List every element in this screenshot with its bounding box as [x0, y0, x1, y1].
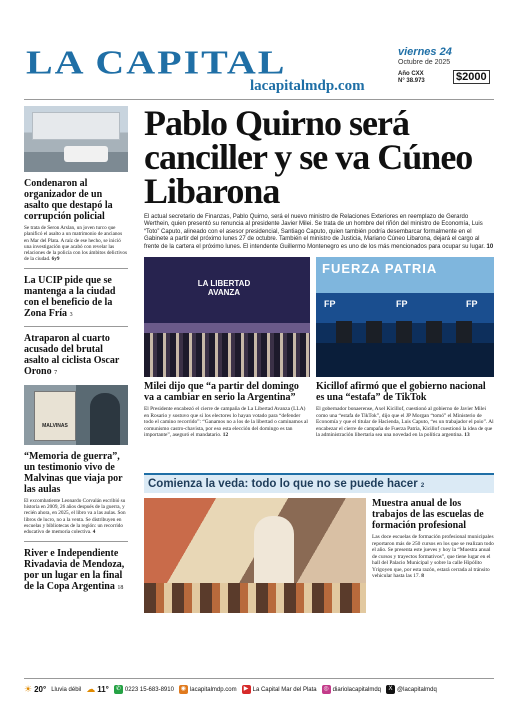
page-ref: 7: [54, 369, 58, 376]
issue-number: [398, 71, 425, 85]
date-month-year: Octubre de 2025: [398, 59, 451, 66]
x-link[interactable]: X @lacapitalmdq: [386, 685, 437, 694]
page-ref: 10: [486, 243, 494, 250]
story-headline[interactable]: River e Independiente Rivadavia de Mendoza, por un lugar en la final de la Copa Argentina 18: [24, 547, 125, 592]
story-kicillof: [316, 381, 494, 439]
person-shape: [90, 393, 120, 445]
bottom-story: [144, 498, 494, 618]
footer-bar: [24, 678, 494, 698]
weather-text: Lluvia débil: [51, 686, 82, 693]
date-day: viernes 24: [398, 46, 452, 58]
story-headline[interactable]: Atraparon al cuarto acusado del brutal asalto al ciclista Oscar Orono 7: [24, 332, 120, 377]
story-headline[interactable]: La UCIP pide que se mantenga a la ciudad con el beneficio de la Zona Fría 3: [24, 274, 116, 319]
photo-kicillof-rally: [316, 257, 494, 377]
party-logo: FP: [324, 299, 336, 310]
newspaper-front-page: [24, 38, 494, 698]
book-title: MALVINAS: [42, 422, 68, 429]
story-headline[interactable]: “Memoria de guerra”, un testimonio vivo de Malvinas que viaja por las aulas: [24, 450, 123, 495]
crowd-shape: [144, 333, 310, 377]
page-ref: 18: [117, 584, 124, 591]
main-headline[interactable]: Pablo Quirno será canciller y se va Cúneo Libarona: [144, 103, 473, 211]
left-column: [24, 106, 128, 594]
web-icon: ◉: [180, 686, 187, 692]
story-body: Se trata de Seron Arslan, un joven turco que planificó el asalto a un matrimonio de ancianos en Mar del Plata. A raíz de ese hecho, se inició una investigación que acabó con revelar las relaciones de la policía con los ámbitos delictivos de la ciudad. 6y9: [24, 225, 128, 263]
story-body: El Presidente encabezó el cierre de campaña de La Libertad Avanza (LLA) en Rosario y sostuvo que si los electores lo hayan votado para “defender todo el camino recorrido”: “Ganamos no a los de la libertad o caminamos al comunismo castro-chavista, por eso esta elección del domingo es tan importante”, aseguró el mandatario. 12: [144, 406, 308, 439]
bottom-story-text: [372, 498, 494, 580]
weather-max: ☀ 20°: [24, 684, 47, 694]
whatsapp-link[interactable]: ✆ 0223 15-683-8910: [115, 686, 174, 693]
story-photo-malvinas: [24, 385, 128, 445]
story-body: El excombatiente Leonardo Corvalán escribió su historia en 2009, 26 años después de la guerra, y recién ahora, en 2025, el libro va a las aulas. Son libros de lucro, no a la venta. Se distribuyen en escuelas y bibliotecas de la región: un recorrido educativo de memoria colectiva. 4: [24, 497, 126, 536]
party-banner: FUERZA PATRIA: [322, 261, 438, 277]
story-headline[interactable]: Milei dijo que “a partir del domingo va a cambiar en serio la Argentina”: [144, 381, 299, 404]
stall-shape: [144, 583, 366, 613]
masthead: [24, 38, 494, 100]
x-icon: X: [386, 685, 395, 694]
page-ref: 6y9: [51, 256, 60, 263]
page-ref: 12: [222, 432, 229, 439]
party-logo: FP: [396, 299, 408, 310]
subheadline-row: [144, 381, 494, 471]
lead-paragraph: El actual secretario de Finanzas, Pablo Quirno, será el nuevo ministro de Relaciones Exteriores en reemplazo de Gerardo Werthein, quien presentó su renuncia al presidente Javier Milei. Se trata de un hombre del riñón del ministro de Economía, Luis “Toto” Caputo, alineado con el asesor presidencial, Santiago Caputo, quien también podría desembarcar formalmente en el Gabinete a partir del próximo lunes 27 de octubre. También el ministro de Justicia, Mariano Cúneo Libarona, dejará el cargo al frente de la cartera el próximo lunes. El intendente Guillermo Montenegro es uno de los más mencionados para ocupar su lugar. 10: [144, 214, 494, 250]
youtube-icon: ▶: [242, 685, 251, 694]
truck-shape: [64, 146, 108, 162]
issue-no: N° 38.973: [398, 78, 425, 84]
photo-milei-rally: [144, 257, 310, 377]
photo-row: [144, 257, 494, 377]
story-photo-police: [24, 106, 128, 172]
instagram-link[interactable]: ◎ diariolacapitalmdq: [323, 686, 382, 693]
party-logo: FP: [466, 299, 478, 310]
stage-table: [316, 343, 494, 377]
newspaper-logo[interactable]: LA CAPITAL: [26, 42, 287, 82]
sun-icon: ☀: [24, 684, 33, 694]
veda-banner[interactable]: Comienza la veda: todo lo que no se puede hacer 2: [144, 473, 494, 493]
story-body: El gobernador bonaerense, Axel Kicillof, cuestionó al gobierno de Javier Milei como una “estafa de TikTok”, dijo que el JP Morgan “tomó” el Ministerio de Economía y que el titular de Hacienda, Luis Caputo, “es un trabajador el poio”. Al encabezar el cierre de campaña de Fuerza Patria, Kicillof cuestionó la idea de que la administración libertaria sea una novedad en la política argentina. 13: [316, 406, 494, 439]
story-headline[interactable]: Kicillof afirmó que el gobierno nacional es una “estafa” de TikTok: [316, 381, 486, 404]
divider: [24, 326, 128, 327]
story-body: Las doce escuelas de formación profesional municipales reportaron más de 250 cursos en los que se realizan todo el año. Se presenta este jueves y hoy la “Muestra anual de cursos y trayectos formativos”, que tiene lugar en el hall del Palacio Municipal y sobre la calle Hipólito Yrigoyen que, por esta razón, estará cerrada al tránsito vehicular hasta las 17. 8: [372, 534, 494, 580]
issue-year: Año CXX: [398, 71, 424, 77]
site-url[interactable]: lacapitalmdp.com: [250, 78, 365, 94]
page-ref: 13: [464, 432, 470, 439]
youtube-link[interactable]: ▶ La Capital Mar del Plata: [242, 685, 317, 694]
photo-schools-exhibit: [144, 498, 366, 613]
weather-min: ☁ 11°: [86, 684, 109, 694]
party-banner: LA LIBERTAD AVANZA: [197, 279, 251, 298]
building-shape: [32, 112, 120, 140]
main-column: [144, 103, 494, 618]
page-ref: 2: [420, 483, 425, 490]
story-headline[interactable]: Condenaron al organizador de un asalto que destapó la corrupción policial: [24, 178, 113, 222]
story-milei: [144, 381, 310, 439]
divider: [24, 541, 128, 542]
cloud-icon: ☁: [86, 684, 96, 694]
book-cover: [34, 391, 76, 441]
divider: [24, 268, 128, 269]
instagram-icon: ◎: [323, 686, 329, 692]
page-ref: 3: [69, 311, 73, 318]
page-ref: 4: [92, 529, 96, 536]
price-badge: $2000: [453, 70, 490, 84]
web-link[interactable]: ◉ lacapitalmdp.com: [180, 686, 237, 693]
page-ref: 8: [421, 573, 424, 580]
story-headline[interactable]: Muestra anual de los trabajos de las escuelas de formación profesional: [372, 498, 484, 532]
whatsapp-icon: ✆: [115, 686, 121, 692]
